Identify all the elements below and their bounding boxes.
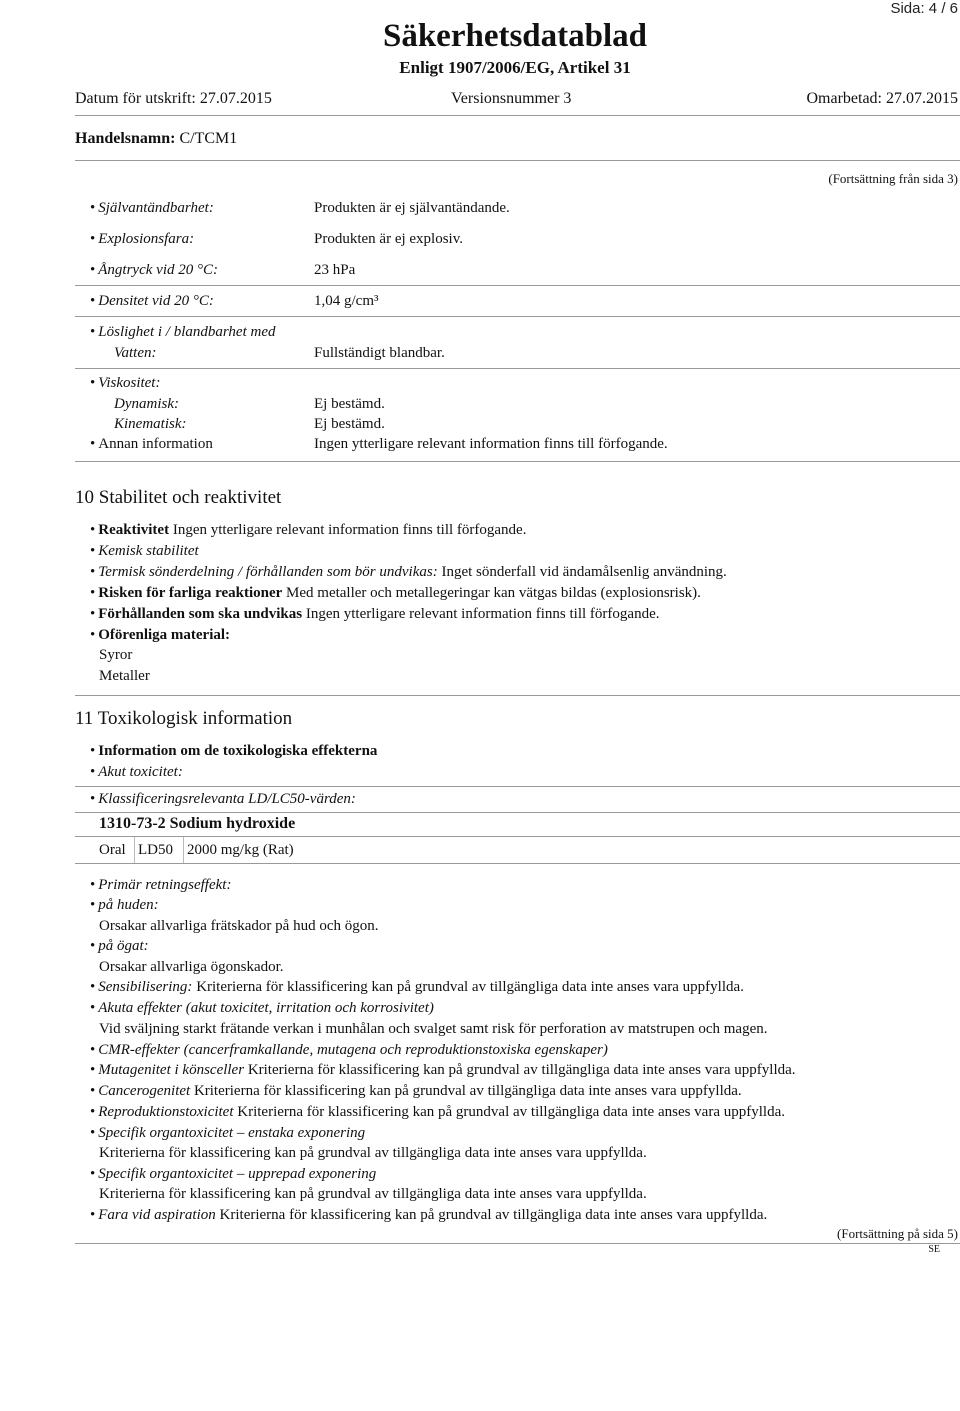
kinematic-label: Kinematisk: <box>114 416 187 432</box>
acute-toxicity-row <box>90 764 183 781</box>
stot-repeated-value: Kriterierna för klassificering kan på grundval av tillgängliga data inte anses vara uppfyllda. <box>99 1186 647 1202</box>
density-divider <box>75 316 960 317</box>
ld-values-row <box>90 791 356 808</box>
aspiration-value: Kriterierna för klassificering kan på grundval av tillgängliga data inte anses vara uppfyllda. <box>219 1207 768 1223</box>
mutagenicity-value: Kriterierna för klassificering kan på grundval av tillgängliga data inte anses vara uppfyllda. <box>247 1062 796 1078</box>
density-label-text: Densitet vid 20 °C: <box>98 293 214 309</box>
acute-toxicity-label: Akut toxicitet: <box>98 764 183 780</box>
toxicity-value: 2000 mg/kg (Rat) <box>183 837 294 863</box>
explosion-label-text: Explosionsfara: <box>98 231 195 247</box>
cmr-effects-label: CMR-effekter (cancerframkallande, mutagena och reproduktionstoxiska egenskaper) <box>98 1042 608 1058</box>
solubility-label-text: Löslighet i / blandbarhet med <box>98 324 276 340</box>
reactivity-value: Ingen ytterligare relevant information finns till förfogande. <box>172 522 527 538</box>
sensitisation-label: Sensibilisering: <box>98 979 193 995</box>
density-value: 1,04 g/cm³ <box>314 293 379 309</box>
toxicity-route: Oral <box>99 842 126 858</box>
revised-date: Omarbetad: 27.07.2015 <box>806 90 958 107</box>
toxicological-effects-row <box>90 743 377 760</box>
trade-name-divider <box>75 160 960 161</box>
chemical-stability-row <box>90 543 199 560</box>
reproductive-toxicity-label: Reproduktionstoxicitet <box>98 1104 234 1120</box>
stot-repeated-row <box>90 1166 376 1183</box>
toxicological-effects-label: Information om de toxikologiska effekterna <box>98 743 378 759</box>
water-value: Fullständigt blandbar. <box>314 345 445 361</box>
incompatible-material-item: Syror <box>99 647 133 663</box>
stot-single-row <box>90 1125 365 1142</box>
mutagenicity-row <box>90 1062 796 1079</box>
acute-effects-value: Vid sväljning starkt frätande verkan i munhålan och svalget samt risk för perforation av matstrupen och magen. <box>99 1021 768 1037</box>
trade-name-value: C/TCM1 <box>179 130 238 147</box>
carcinogenicity-label: Cancerogenitet <box>98 1083 191 1099</box>
stot-repeated-label: Specifik organtoxicitet – upprepad exponering <box>98 1166 377 1182</box>
primary-irritation-row <box>90 877 231 894</box>
water-label: Vatten: <box>114 345 157 361</box>
page-number: Sida: 4 / 6 <box>890 0 958 17</box>
carcinogenicity-value: Kriterierna för klassificering kan på grundval av tillgängliga data inte anses vara uppfyllda. <box>193 1083 742 1099</box>
aspiration-row <box>90 1207 767 1224</box>
explosion-label <box>90 231 194 248</box>
ld-values-label: Klassificeringsrelevanta LD/LC50-värden: <box>98 791 356 807</box>
hazardous-reactions-row <box>90 585 701 602</box>
mutagenicity-label: Mutagenitet i könsceller <box>98 1062 245 1078</box>
section10-end-divider <box>75 695 960 696</box>
eye-label: på ögat: <box>98 938 149 954</box>
toxicity-table-row <box>96 837 960 863</box>
hazardous-reactions-label: Risken för farliga reaktioner <box>98 585 283 601</box>
toxicity-table-divider <box>75 863 960 864</box>
skin-label: på huden: <box>98 897 159 913</box>
carcinogenicity-row <box>90 1083 742 1100</box>
conditions-to-avoid-label: Förhållanden som ska undvikas <box>98 606 303 622</box>
thermal-decomposition-label: Termisk sönderdelning / förhållanden som bör undvikas: <box>98 564 438 580</box>
toxicity-type: LD50 <box>134 837 173 863</box>
kinematic-value: Ej bestämd. <box>314 416 385 432</box>
aspiration-label: Fara vid aspiration <box>98 1207 216 1223</box>
hazardous-reactions-value: Med metaller och metallegeringar kan vätgas bildas (explosionsrisk). <box>286 585 701 601</box>
skin-row <box>90 897 159 914</box>
solubility-label <box>90 324 276 341</box>
dynamic-label: Dynamisk: <box>114 396 179 412</box>
primary-irritation-label: Primär retningseffekt: <box>98 877 232 893</box>
sensitisation-row <box>90 979 744 996</box>
reproductive-toxicity-row <box>90 1104 785 1121</box>
sensitisation-value: Kriterierna för klassificering kan på grundval av tillgängliga data inte anses vara uppfyllda. <box>196 979 744 995</box>
incompatible-material-item: Metaller <box>99 668 150 684</box>
continued-to: (Fortsättning på sida 5) <box>837 1226 958 1241</box>
cmr-effects-row <box>90 1042 608 1059</box>
section11-title: 11 Toxikologisk information <box>75 708 293 729</box>
self-ignition-label <box>90 200 214 217</box>
conditions-to-avoid-value: Ingen ytterligare relevant information finns till förfogande. <box>305 606 660 622</box>
eye-value: Orsakar allvarliga ögonskador. <box>99 959 284 975</box>
vapour-pressure-label <box>90 262 218 279</box>
section10-title: 10 Stabilitet och reaktivitet <box>75 487 282 508</box>
ld-divider-top <box>75 786 960 787</box>
incompatible-materials-row <box>90 627 230 644</box>
document-title: Säkerhetsdatablad <box>382 18 648 54</box>
stot-single-label: Specifik organtoxicitet – enstaka exponering <box>98 1125 366 1141</box>
print-date: Datum för utskrift: 27.07.2015 <box>75 90 272 107</box>
self-ignition-value: Produkten är ej självantändande. <box>314 200 510 216</box>
viscosity-label-text: Viskositet: <box>98 375 161 391</box>
trade-name: Handelsnamn: C/TCM1 <box>75 130 238 147</box>
conditions-to-avoid-row <box>90 606 659 623</box>
solubility-divider <box>75 368 960 369</box>
other-info-label-text: Annan information <box>98 436 213 452</box>
acute-effects-row <box>90 1000 434 1017</box>
reactivity-label: Reaktivitet <box>98 522 170 538</box>
reproductive-toxicity-value: Kriterierna för klassificering kan på grundval av tillgängliga data inte anses vara uppfyllda. <box>237 1104 785 1120</box>
footer-divider <box>75 1243 960 1244</box>
thermal-decomposition-row <box>90 564 727 581</box>
ld-divider <box>75 812 960 813</box>
continued-from: (Fortsättning från sida 3) <box>828 171 958 186</box>
vapour-pressure-label-text: Ångtryck vid 20 °C: <box>98 262 218 278</box>
eye-row <box>90 938 149 955</box>
viscosity-label <box>90 375 160 392</box>
thermal-decomposition-value: Inget sönderfall vid ändamålsenlig användning. <box>441 564 727 580</box>
incompatible-materials-label: Oförenliga material: <box>98 627 231 643</box>
section9-end-divider <box>75 461 960 462</box>
acute-effects-label: Akuta effekter (akut toxicitet, irritation och korrosivitet) <box>98 1000 434 1016</box>
stot-single-value: Kriterierna för klassificering kan på grundval av tillgängliga data inte anses vara uppfyllda. <box>99 1145 647 1161</box>
header-divider <box>75 115 960 116</box>
density-label <box>90 293 214 310</box>
document-subtitle: Enligt 1907/2006/EG, Artikel 31 <box>399 58 631 77</box>
skin-value: Orsakar allvarliga frätskador på hud och ögon. <box>99 918 379 934</box>
reactivity-row <box>90 522 526 539</box>
dynamic-value: Ej bestämd. <box>314 396 385 412</box>
version-number: Versionsnummer 3 <box>451 90 572 107</box>
vapour-pressure-value: 23 hPa <box>314 262 356 278</box>
other-info-value: Ingen ytterligare relevant information finns till förfogande. <box>314 436 668 452</box>
substance-name: 1310-73-2 Sodium hydroxide <box>99 815 296 832</box>
self-ignition-label-text: Självantändbarhet: <box>98 200 214 216</box>
other-info-label <box>90 436 213 453</box>
language-code: SE <box>928 1244 940 1255</box>
chemical-stability-label: Kemisk stabilitet <box>98 543 199 559</box>
vapour-divider <box>75 285 960 286</box>
explosion-value: Produkten är ej explosiv. <box>314 231 463 247</box>
